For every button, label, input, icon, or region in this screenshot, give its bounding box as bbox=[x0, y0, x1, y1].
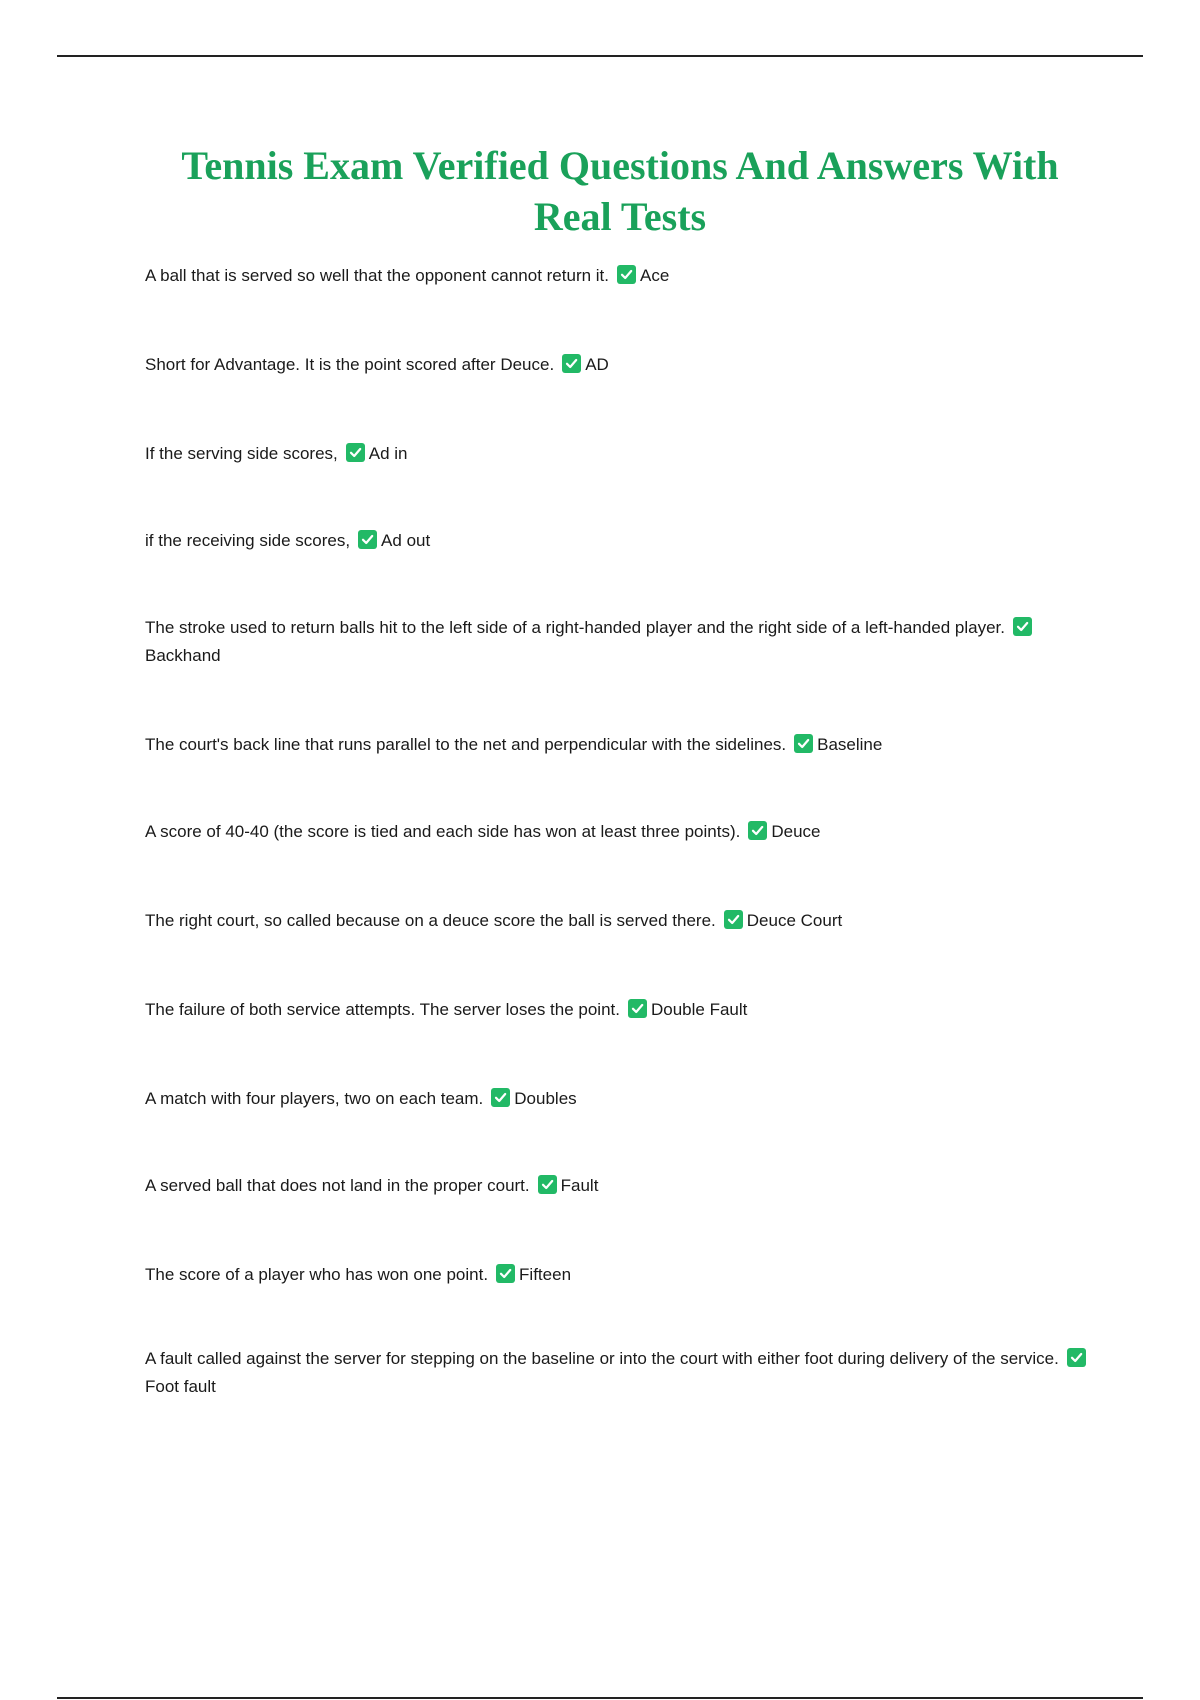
question-text: if the receiving side scores, bbox=[145, 531, 351, 550]
question-text: The failure of both service attempts. The server loses the point. bbox=[145, 1000, 620, 1019]
qa-item bbox=[145, 262, 1095, 290]
qa-item bbox=[145, 1172, 1095, 1200]
question-text: The stroke used to return balls hit to the left side of a right-handed player and the right side of a left-handed player. bbox=[145, 618, 1005, 637]
qa-item bbox=[145, 907, 1095, 935]
question-text: A fault called against the server for stepping on the baseline or into the court with either foot during delivery of the service. bbox=[145, 1349, 1059, 1368]
question-text: Short for Advantage. It is the point scored after Deuce. bbox=[145, 355, 555, 374]
answer-text: Fault bbox=[560, 1176, 599, 1195]
answer-text: Deuce Court bbox=[746, 911, 843, 930]
checkmark-box-icon bbox=[496, 1264, 515, 1283]
answer-text: AD bbox=[585, 355, 609, 374]
answer-text: Backhand bbox=[145, 646, 221, 665]
checkmark-box-icon bbox=[491, 1088, 510, 1107]
question-text: The score of a player who has won one point. bbox=[145, 1265, 489, 1284]
question-text: The right court, so called because on a deuce score the ball is served there. bbox=[145, 911, 716, 930]
checkmark-box-icon bbox=[1013, 617, 1032, 636]
checkmark-box-icon bbox=[346, 443, 365, 462]
answer-text: Fifteen bbox=[519, 1265, 572, 1284]
checkmark-box-icon bbox=[724, 910, 743, 929]
answer-text: Deuce bbox=[771, 822, 821, 841]
qa-item bbox=[145, 527, 1095, 555]
checkmark-box-icon bbox=[628, 999, 647, 1018]
question-text: A match with four players, two on each team. bbox=[145, 1089, 484, 1108]
answer-text: Doubles bbox=[514, 1089, 577, 1108]
answer-text: Ad out bbox=[381, 531, 431, 550]
page-title: Tennis Exam Verified Questions And Answers With Real Tests bbox=[181, 143, 1059, 239]
bottom-divider bbox=[57, 1697, 1143, 1699]
answer-text: Baseline bbox=[817, 735, 883, 754]
checkmark-box-icon bbox=[358, 530, 377, 549]
checkmark-box-icon bbox=[794, 734, 813, 753]
checkmark-box-icon bbox=[617, 265, 636, 284]
qa-item bbox=[145, 818, 1095, 846]
answer-text: Ace bbox=[640, 266, 670, 285]
qa-item bbox=[145, 1345, 1095, 1401]
qa-item bbox=[145, 1085, 1095, 1113]
qa-item bbox=[145, 440, 1095, 468]
answer-text: Double Fault bbox=[650, 1000, 748, 1019]
qa-item bbox=[145, 1261, 1095, 1289]
question-text: If the serving side scores, bbox=[145, 444, 338, 463]
checkmark-box-icon bbox=[1067, 1348, 1086, 1367]
checkmark-box-icon bbox=[748, 821, 767, 840]
question-text: A score of 40-40 (the score is tied and each side has won at least three points). bbox=[145, 822, 741, 841]
answer-text: Ad in bbox=[368, 444, 408, 463]
qa-item bbox=[145, 731, 1095, 759]
qa-item bbox=[145, 996, 1095, 1024]
question-text: A ball that is served so well that the opponent cannot return it. bbox=[145, 266, 610, 285]
question-text: A served ball that does not land in the proper court. bbox=[145, 1176, 530, 1195]
top-divider bbox=[57, 55, 1143, 57]
answer-text: Foot fault bbox=[145, 1377, 216, 1396]
question-text: The court's back line that runs parallel to the net and perpendicular with the sidelines. bbox=[145, 735, 787, 754]
checkmark-box-icon bbox=[538, 1175, 557, 1194]
checkmark-box-icon bbox=[562, 354, 581, 373]
qa-item bbox=[145, 351, 1095, 379]
qa-item bbox=[145, 614, 1095, 670]
